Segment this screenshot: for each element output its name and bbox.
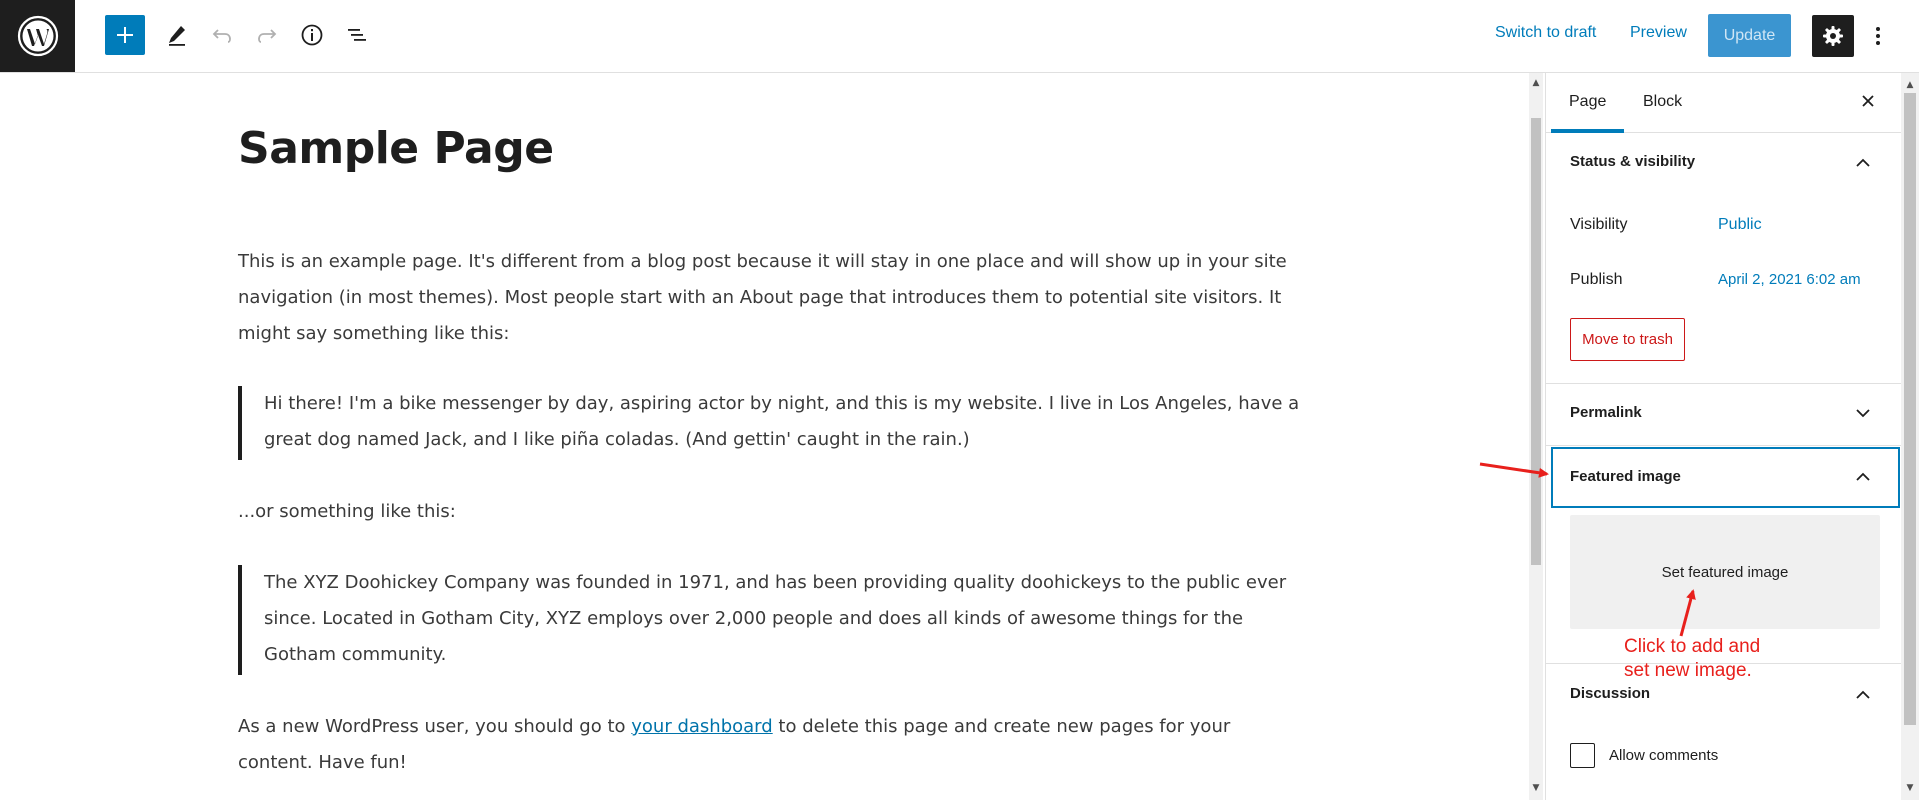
details-button[interactable] <box>292 15 332 55</box>
featured-image-panel-toggle[interactable] <box>1551 447 1900 508</box>
allow-comments-label[interactable]: Allow comments <box>1609 747 1719 764</box>
permalink-panel-toggle[interactable] <box>1546 384 1901 442</box>
visibility-value-button[interactable]: Public <box>1718 216 1762 233</box>
publish-label: Publish <box>1570 271 1623 288</box>
editor-canvas[interactable] <box>0 73 1531 800</box>
editor-scrollbar-thumb[interactable] <box>1531 118 1541 565</box>
chevron-up-icon <box>1851 464 1875 488</box>
chevron-up-icon <box>1851 150 1875 174</box>
list-view-button[interactable] <box>337 15 377 55</box>
allow-comments-checkbox[interactable] <box>1570 743 1595 768</box>
top-toolbar <box>0 0 1919 73</box>
sidebar-scrollbar-thumb[interactable] <box>1904 93 1916 725</box>
status-visibility-panel-toggle[interactable] <box>1546 133 1901 191</box>
undo-icon <box>210 23 234 47</box>
chevron-up-icon <box>1851 682 1875 706</box>
sidebar-tabs <box>1546 73 1901 133</box>
annotation-text: Click to add and set new image. <box>1624 636 1761 681</box>
scroll-up-icon[interactable]: ▲ <box>1906 80 1914 90</box>
scroll-down-icon[interactable]: ▼ <box>1906 783 1914 793</box>
publish-date-button[interactable]: April 2, 2021 6:02 am <box>1718 271 1861 288</box>
options-menu-button[interactable] <box>1866 15 1890 57</box>
redo-icon <box>255 23 279 47</box>
update-button[interactable]: Update <box>1708 14 1791 57</box>
undo-button[interactable] <box>202 15 242 55</box>
tools-button[interactable] <box>157 15 197 55</box>
panel-title: Permalink <box>1570 404 1642 421</box>
move-to-trash-button[interactable]: Move to trash <box>1570 318 1685 361</box>
block-inserter-button[interactable] <box>105 15 145 55</box>
info-icon <box>300 23 324 47</box>
panel-title: Featured image <box>1570 468 1681 485</box>
paragraph-block[interactable]: ...or something like this: <box>238 501 456 522</box>
settings-sidebar <box>1545 73 1901 800</box>
plus-icon <box>115 25 135 45</box>
switch-to-draft-button[interactable]: Switch to draft <box>1495 24 1597 41</box>
close-icon <box>1861 94 1875 108</box>
tab-block[interactable]: Block <box>1643 93 1683 110</box>
panel-divider <box>1546 445 1901 446</box>
dashboard-link[interactable]: your dashboard <box>631 716 773 737</box>
paragraph-block[interactable]: This is an example page. It's different from a blog post because it will stay in one place and will show up in your site navigation (in most themes). Most people start with an About page that introduces them to potential site visitors. It might say something like this: <box>238 251 1287 344</box>
tab-page[interactable]: Page <box>1569 93 1607 110</box>
scroll-down-icon[interactable]: ▼ <box>1532 783 1540 793</box>
wordpress-logo-icon[interactable] <box>0 0 75 72</box>
gear-icon <box>1821 24 1845 48</box>
settings-button[interactable] <box>1812 15 1854 57</box>
preview-button[interactable]: Preview <box>1630 24 1687 41</box>
chevron-down-icon <box>1851 401 1875 425</box>
scroll-up-icon[interactable]: ▲ <box>1532 78 1540 88</box>
close-sidebar-button[interactable] <box>1856 89 1880 113</box>
pencil-icon <box>165 23 189 47</box>
paragraph-block[interactable] <box>238 709 1288 781</box>
paragraph-text: to delete this page and create new pages for your content. Have fun! <box>238 716 1231 773</box>
list-view-icon <box>345 23 369 47</box>
set-featured-image-button[interactable]: Set featured image <box>1570 515 1880 629</box>
panel-title: Discussion <box>1570 685 1651 702</box>
page-title[interactable]: Sample Page <box>238 123 554 174</box>
quote-block[interactable]: The XYZ Doohickey Company was founded in 1971, and has been providing quality doohickeys to the public ever since. Located in Gotham City, XYZ employs over 2,000 people and does all kinds of awesome things for the Gotham community. <box>238 565 1308 675</box>
visibility-label: Visibility <box>1570 216 1628 233</box>
panel-title: Status & visibility <box>1570 153 1696 170</box>
quote-block[interactable]: Hi there! I'm a bike messenger by day, aspiring actor by night, and this is my website. I live in Los Angeles, have a great dog named Jack, and I like piña coladas. (And gettin' caught in the rain.) <box>238 386 1308 460</box>
more-vertical-icon <box>1875 25 1881 47</box>
paragraph-text: As a new WordPress user, you should go to <box>238 716 632 737</box>
redo-button[interactable] <box>247 15 287 55</box>
